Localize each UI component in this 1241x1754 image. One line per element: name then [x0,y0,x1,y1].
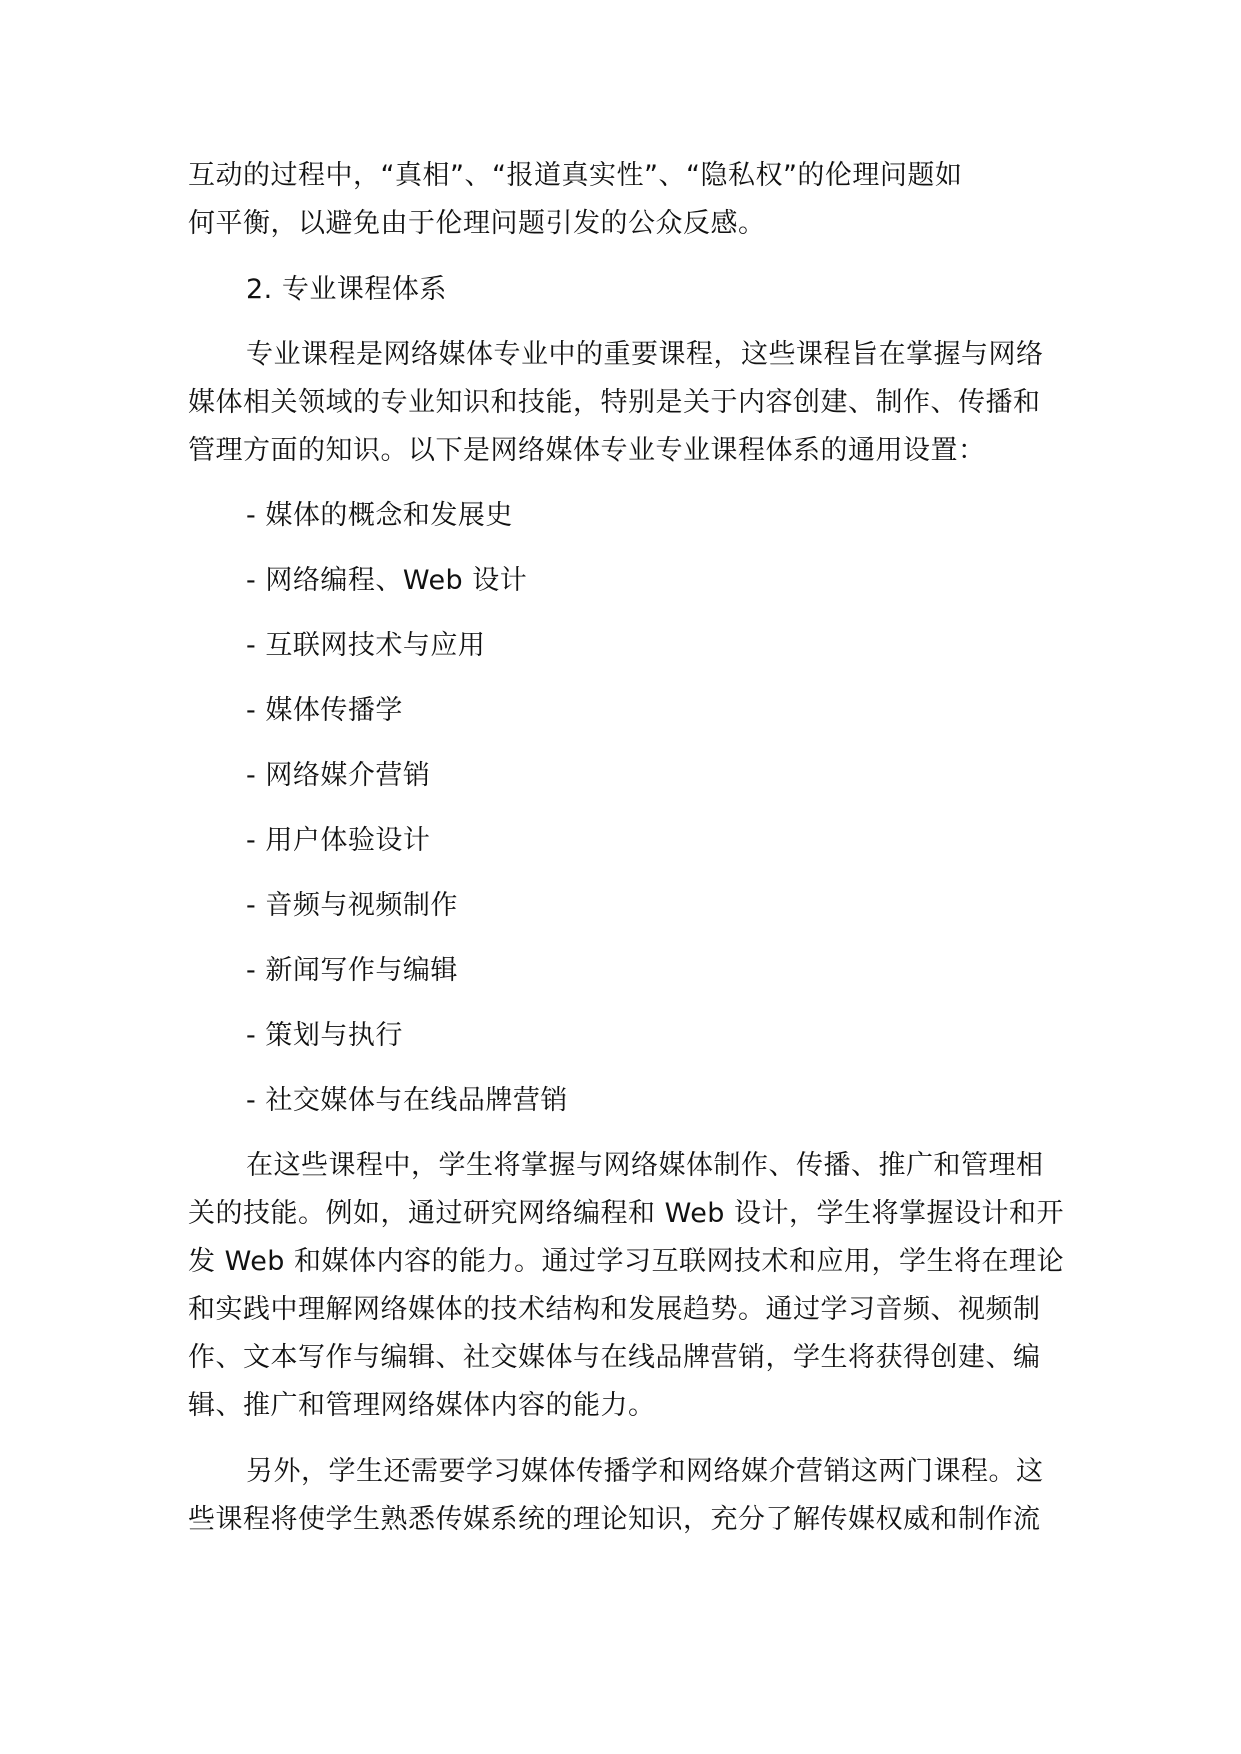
course-list-item: - 新闻写作与编辑 [246,955,458,986]
paragraph-line: 另外，学生还需要学习媒体传播学和网络媒介营销这两门课程。这 [246,1456,1044,1487]
paragraph-line: 专业课程是网络媒体专业中的重要课程，这些课程旨在掌握与网络 [246,339,1044,370]
course-list-item: - 用户体验设计 [246,825,431,856]
paragraph-line: 和实践中理解网络媒体的技术结构和发展趋势。通过学习音频、视频制 [188,1294,1041,1325]
course-list-item: - 社交媒体与在线品牌营销 [246,1085,568,1116]
document-page [188,152,1065,1544]
course-list-item: - 策划与执行 [246,1020,403,1051]
paragraph-line: 在这些课程中，学生将掌握与网络媒体制作、传播、推广和管理相 [246,1150,1044,1181]
course-list-item: - 互联网技术与应用 [246,630,486,661]
paragraph-line: 媒体相关领域的专业知识和技能，特别是关于内容创建、制作、传播和 [188,387,1041,418]
section-heading: 2. 专业课程体系 [246,274,447,305]
course-list-item: - 网络媒介营销 [246,760,431,791]
paragraph-line: 互动的过程中，“真相”、“报道真实性”、“隐私权”的伦理问题如 [188,160,963,191]
paragraph-line: 些课程将使学生熟悉传媒系统的理论知识，充分了解传媒权威和制作流 [188,1504,1041,1535]
paragraph-line: 辑、推广和管理网络媒体内容的能力。 [188,1390,656,1421]
paragraph-line: 何平衡，以避免由于伦理问题引发的公众反感。 [188,208,766,239]
paragraph-line: 作、文本写作与编辑、社交媒体与在线品牌营销，学生将获得创建、编 [188,1342,1041,1373]
course-list-item: - 媒体传播学 [246,695,403,726]
course-list-item: - 音频与视频制作 [246,890,458,921]
course-list-item: - 网络编程、Web 设计 [246,565,528,596]
paragraph-line: 关的技能。例如，通过研究网络编程和 Web 设计，学生将掌握设计和开 [188,1198,1065,1229]
course-list-item: - 媒体的概念和发展史 [246,500,513,531]
paragraph-line: 发 Web 和媒体内容的能力。通过学习互联网技术和应用，学生将在理论 [188,1246,1065,1277]
paragraph-line: 管理方面的知识。以下是网络媒体专业专业课程体系的通用设置： [188,435,986,466]
